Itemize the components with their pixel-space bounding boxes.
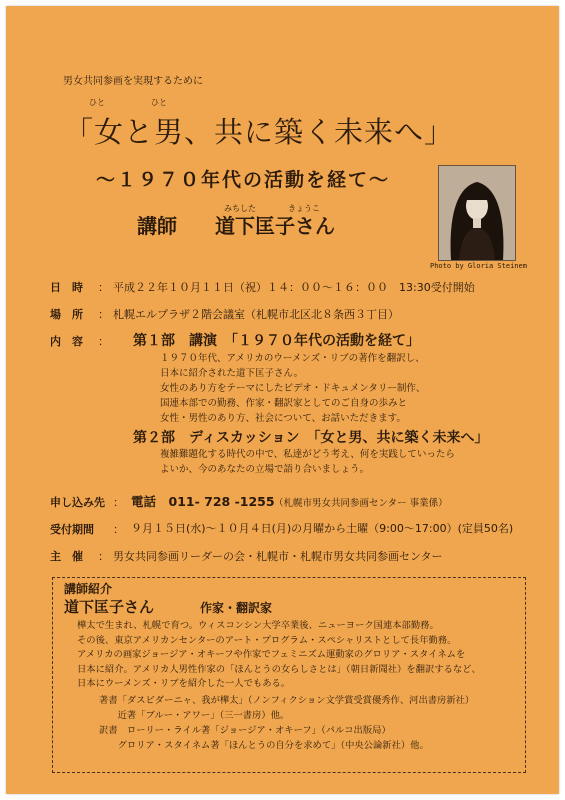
ruby-otoko: ひと [151,98,167,107]
date-colon: ： [98,281,109,294]
part1-line: 女性・男性のあり方、社会について、お話いただきます。 [160,413,406,424]
lead-text: 男女共同参画を実現するために [63,76,203,87]
place-label: 場 所 [50,308,83,321]
main-title: 「女と男、共に築く未来へ」 [64,115,455,149]
profile-bio [77,619,517,692]
work-line: 近著「ブルー・アワー」（三一書房）他。 [99,710,290,721]
period-value: ９月１５日(水)～１０月４日(月)の月曜から土曜（9:00～17:00）(定員50名) [131,522,514,535]
profile-role: 作家・翻訳家 [200,601,273,615]
apply-phone: 電話 011- 728 -1255 [131,494,275,509]
work-line: 著書「ダスビダーニャ、我が樺太」（ノンフィクション文学賞受賞優秀作、河出書房新社） [99,695,475,706]
part2-text [160,447,490,477]
apply-label: 申し込み先 [50,496,105,509]
place-value: 札幌エルプラザ２階会議室（札幌市北区北８条西３丁目） [113,308,399,321]
content-label: 内 容 [50,335,83,348]
period-label: 受付期間 [50,523,94,536]
work-line: 訳書 ローリー・ライル著「ジョージア・オキーフ」（パルコ出版局） [99,725,391,736]
profile-title: 講師紹介 [64,582,113,596]
period-colon: ： [113,523,124,536]
bio-line: 日本に紹介。アメリカ人男性作家の「ほんとうの女らしさとは」（朝日新聞社）を翻訳するなど、 [77,663,481,675]
bio-line: 樺太で生まれ、札幌で育つ。ウィスコンシン大学卒業後、ニューヨーク国連本部勤務。 [77,620,439,631]
ruby-onna: ひと [89,98,105,107]
place-colon: ： [98,308,109,321]
date-label: 日 時 [50,281,83,294]
date-value: 平成２２年１０月１１日（祝）１４：００～１６：００ 13:30受付開始 [113,281,475,294]
bio-line: アメリカの画家ジョージア・オキーフや作家でフェミニズム運動家のグロリア・スタイネムを [77,649,466,661]
part1-line: 女性のあり方をテーマにしたビデオ・ドキュメンタリー制作、 [160,383,426,394]
host-value: 男女共同参画リーダーの会・札幌市・札幌市男女共同参画センター [113,550,443,563]
profile-name: 道下匡子さん [64,598,155,616]
part1-line: 国連本部での勤務、作家・翻訳家としてのご自身の歩みと [160,398,408,409]
part1-line: 日本に紹介された道下匡子さん。 [160,368,304,379]
part2-heading: 第２部 ディスカッション 「女と男、共に築く未来へ」 [133,430,489,446]
lecturer-photo [438,165,516,261]
bio-line: その後、東京アメリカンセンターのアート・プログラム・スペシャリストとして長年勤務。 [77,634,457,646]
part1-text [160,351,490,426]
lecturer-name: 道下匡子さん [215,214,335,238]
host-label: 主 催 [50,550,83,563]
part2-line: 複雑難題化する時代の中で、私達がどう考え、何を実践していったら [160,449,455,460]
lecturer-label: 講師 [137,214,177,238]
work-line: グロリア・スタイネム著「ほんとうの自分を求めて」（中央公論新社）他。 [99,740,429,751]
host-colon: ： [98,550,109,563]
part1-line: １９７０年代、アメリカのウーメンズ・リブの著作を翻訳し、 [160,353,425,364]
ruby-michishita: みちした [224,204,256,213]
subtitle: ～１９７０年代の活動を経て～ [96,169,391,191]
ruby-kyouko: きょうこ [288,204,320,213]
part2-line: よいか、今のあなたの立場で語り合いましょう。 [160,464,370,475]
portrait-image [439,166,515,260]
apply-office: （札幌市男女共同参画センター 事業係） [274,498,448,509]
lecturer-line [137,210,335,239]
apply-colon: ： [113,496,124,509]
bio-line: 日本にウーメンズ・リブを紹介した一人でもある。 [77,678,291,690]
part1-heading: 第１部 講演 「１９７０年代の活動を経て」 [133,333,420,349]
content-colon: ： [98,335,109,348]
photo-credit: Photo by Gloria Steinem [430,262,527,270]
